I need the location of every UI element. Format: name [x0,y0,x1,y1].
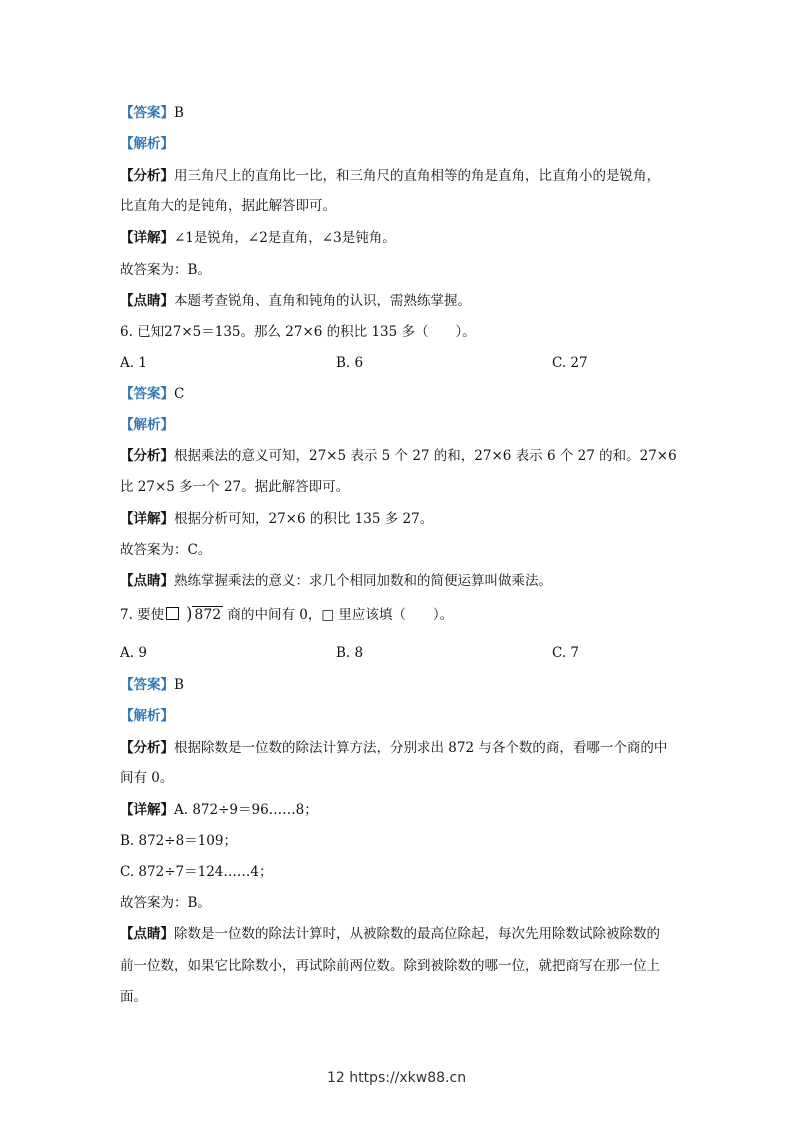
q5-dianjing-line [120,291,471,311]
q7-option-c: C. 7 [552,645,580,661]
q6-stem: 6. 已知27×5＝135。那么 27×6 的积比 135 多（ ）。 [120,324,476,340]
q7-dianjing-line-3: 面。 [120,989,147,1005]
q7-stem [120,604,453,625]
q6-fenxi-line-2: 比 27×5 多一个 27。据此解答即可。 [120,479,350,495]
answer-tag: 【答案】 [120,677,174,693]
dianjing-tag: 【点睛】 [120,293,174,309]
q6-dianjing-line [120,571,552,591]
division-bracket-icon: ) [186,603,193,624]
answer-value: B [174,105,184,121]
xiangjie-tag: 【详解】 [120,511,174,527]
q7-conclusion: 故答案为：B。 [120,895,211,911]
q5-analysis-heading [120,134,174,154]
q6-fenxi-line-1 [120,446,677,466]
q7-fenxi-line-1 [120,738,667,758]
fenxi-tag: 【分析】 [120,740,174,756]
long-division-symbol [182,604,223,625]
q7-line-c: C. 872÷7＝124……4； [120,864,273,880]
q7-dianjing-line-2: 前一位数，如果它比除数小，再试除前两位数。除到被除数的哪一位，就把商写在那一位上 [120,958,660,974]
xiangjie-text: A. 872÷9＝96……8； [174,802,318,818]
fenxi-tag: 【分析】 [120,168,174,184]
q6-option-c: C. 27 [552,355,588,371]
q7-xiangjie-line [120,800,318,820]
answer-value: C [174,386,185,402]
answer-value: B [174,677,184,693]
analysis-tag: 【解析】 [120,708,174,724]
q7-stem-prefix: 7. 要使 [120,607,165,623]
dianjing-tag: 【点睛】 [120,573,174,589]
q7-dianjing-line-1 [120,924,660,944]
q5-conclusion: 故答案为：B。 [120,262,211,278]
q6-analysis-heading [120,415,174,435]
fenxi-tag: 【分析】 [120,448,174,464]
dianjing-text: 除数是一位数的除法计算时，从被除数的最高位除起，每次先用除数试除被除数的 [174,926,660,942]
q7-line-b: B. 872÷8＝109； [120,833,237,849]
q6-option-a: A. 1 [120,355,147,371]
q5-answer-line [120,103,184,123]
q6-answer-line [120,384,184,404]
q7-stem-suffix: 商的中间有 0，□ 里应该填（ ）。 [227,607,454,623]
xiangjie-tag: 【详解】 [120,230,174,246]
q6-xiangjie-line [120,509,433,529]
dianjing-text: 熟练掌握乘法的意义：求几个相同加数和的简便运算叫做乘法。 [174,573,552,589]
dianjing-text: 本题考查锐角、直角和钝角的认识，需熟练掌握。 [174,293,471,309]
xiangjie-tag: 【详解】 [120,802,174,818]
answer-tag: 【答案】 [120,105,174,121]
answer-tag: 【答案】 [120,386,174,402]
q7-option-b: B. 8 [336,645,364,661]
q5-xiangjie-line [120,228,396,248]
fenxi-text: 根据除数是一位数的除法计算方法，分别求出 872 与各个数的商，看哪一个商的中 [174,740,668,756]
xiangjie-text: 根据分析可知，27×6 的积比 135 多 27。 [174,511,434,527]
page-footer: 12 https://xkw88.cn [326,1070,467,1086]
fenxi-text: 根据乘法的意义可知，27×5 表示 5 个 27 的和，27×6 表示 6 个 27 的和。27×6 [174,448,677,464]
q5-fenxi-line-1 [120,166,660,186]
dianjing-tag: 【点睛】 [120,926,174,942]
q5-fenxi-line-2: 比直角大的是钝角，据此解答即可。 [120,198,336,214]
q7-answer-line [120,675,184,695]
q7-fenxi-line-2: 间有 0。 [120,770,174,786]
q6-option-b: B. 6 [336,355,364,371]
fenxi-text: 用三角尺上的直角比一比，和三角尺的直角相等的角是直角，比直角小的是锐角， [174,168,660,184]
analysis-tag: 【解析】 [120,136,174,152]
analysis-tag: 【解析】 [120,417,174,433]
blank-box-icon [166,607,179,620]
q7-option-a: A. 9 [120,645,147,661]
q6-conclusion: 故答案为：C。 [120,542,212,558]
dividend: 872 [194,607,222,623]
q7-analysis-heading [120,706,174,726]
xiangjie-text: ∠1是锐角，∠2是直角，∠3是钝角。 [174,230,396,246]
